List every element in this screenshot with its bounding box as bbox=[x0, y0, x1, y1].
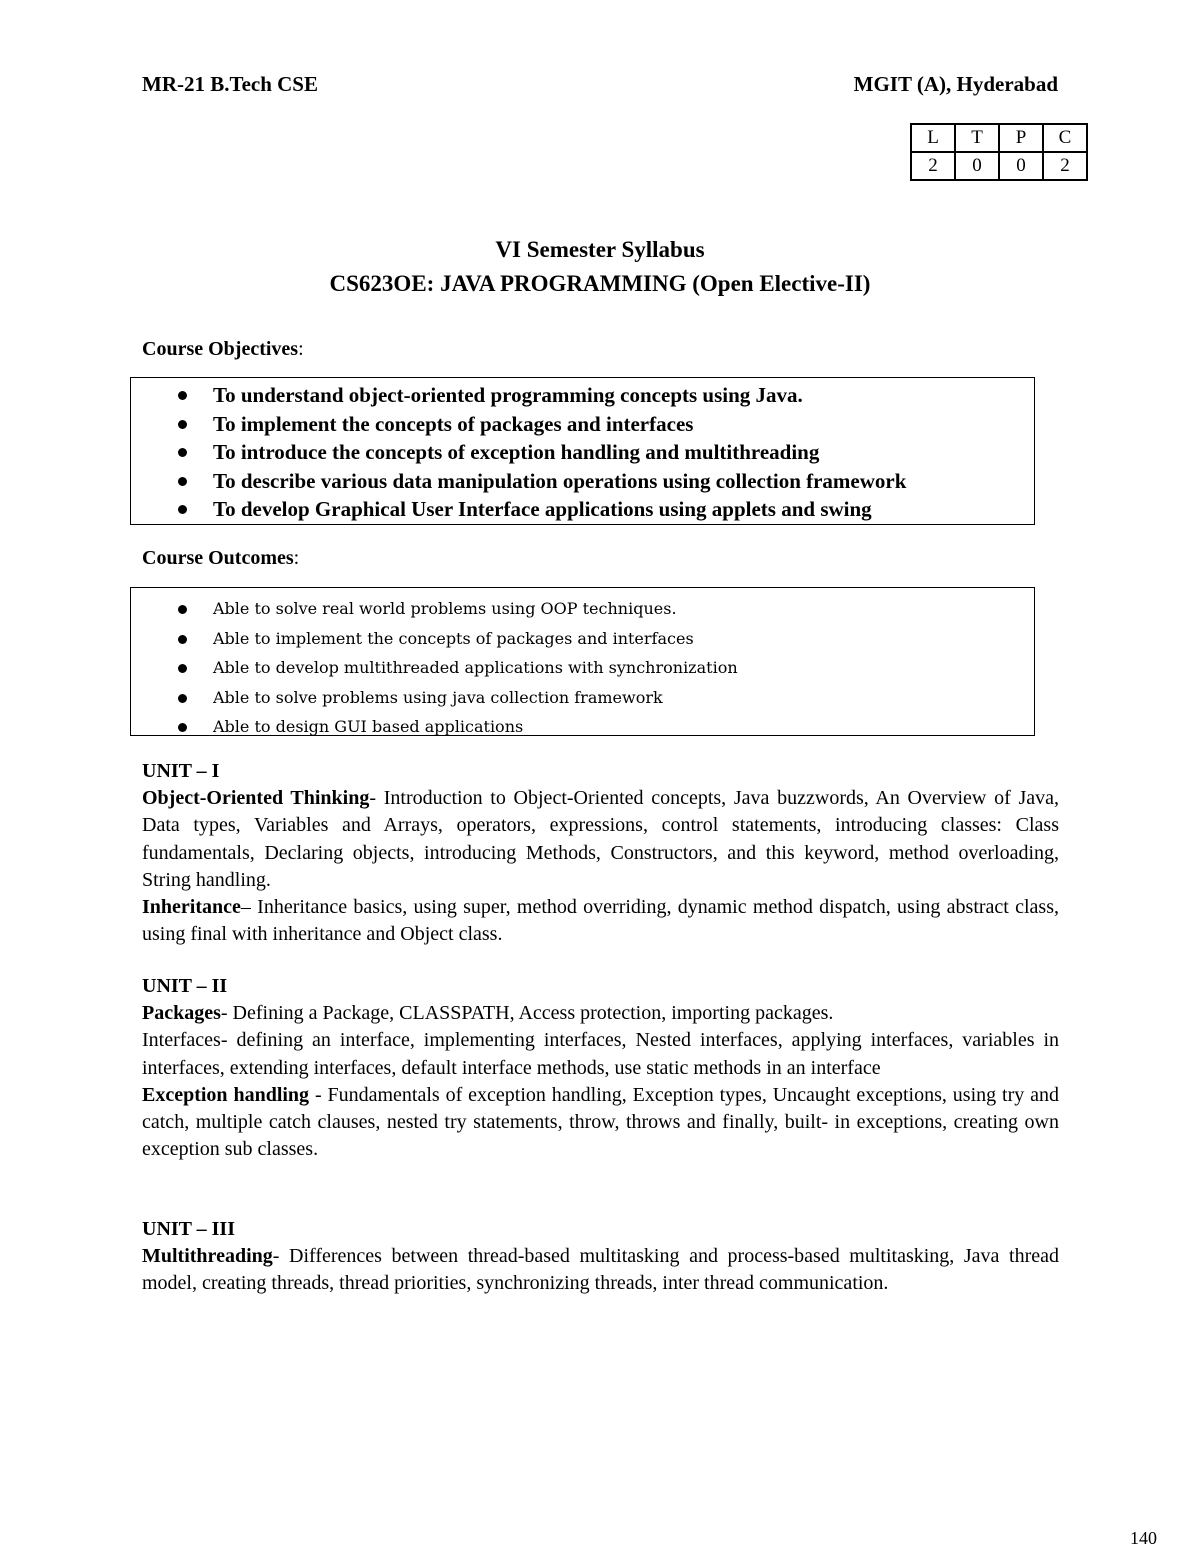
unit-1-oop-term: Object-Oriented Thinking bbox=[142, 787, 370, 810]
unit-3-multithreading-paragraph bbox=[142, 1243, 1059, 1297]
bullet-icon bbox=[178, 694, 187, 703]
outcome-text: Able to develop multithreaded applications with synchronization bbox=[213, 658, 738, 677]
objectives-list bbox=[131, 381, 1034, 524]
unit-2-packages-text: - Defining a Package, CLASSPATH, Access protection, importing packages. bbox=[220, 1002, 834, 1025]
unit-1-inheritance-term: Inheritance bbox=[142, 896, 241, 919]
outcome-item bbox=[131, 653, 1034, 683]
objective-text: To implement the concepts of packages and interfaces bbox=[213, 411, 694, 436]
outcome-item bbox=[131, 594, 1034, 624]
bullet-icon bbox=[178, 635, 187, 644]
objectives-label: Course Objectives bbox=[142, 338, 299, 360]
ltpc-value-cell: 2 bbox=[911, 152, 955, 180]
ltpc-value-cell: 2 bbox=[1043, 152, 1087, 180]
objective-item bbox=[131, 467, 1034, 496]
outcome-text: Able to implement the concepts of packages and interfaces bbox=[213, 628, 694, 648]
outcome-item bbox=[131, 683, 1034, 713]
bullet-icon bbox=[178, 723, 187, 732]
objectives-box bbox=[130, 377, 1035, 525]
objective-item bbox=[131, 410, 1034, 439]
bullet-icon bbox=[178, 505, 187, 514]
header-program: MR-21 B.Tech CSE bbox=[142, 72, 318, 96]
objective-text: To understand object-oriented programming concepts using Java. bbox=[213, 383, 803, 407]
outcome-item bbox=[131, 624, 1034, 654]
objective-text: To develop Graphical User Interface applications using applets and swing bbox=[213, 497, 872, 521]
objective-text: To describe various data manipulation operations using collection framework bbox=[213, 468, 907, 493]
outcome-text: Able to solve real world problems using OOP techniques. bbox=[213, 599, 677, 618]
objective-item bbox=[131, 438, 1034, 467]
unit-3-multithreading-text: - Differences between thread-based multitasking and process-based multitasking, Java thread model, creating threads, thread priorities, synchronizing threads, inter thread communication. bbox=[142, 1245, 1059, 1295]
ltpc-header-cell: L bbox=[911, 124, 955, 152]
ltpc-value-cell: 0 bbox=[999, 152, 1043, 180]
unit-2-exception-paragraph bbox=[142, 1082, 1059, 1164]
unit-2-exception-text: - Fundamentals of exception handling, Exception types, Uncaught exceptions, using try and catch, multiple catch clauses, nested try statements, throw, throws and finally, built- in exceptions, creating own exception sub classes. bbox=[142, 1083, 1059, 1161]
unit-1-oop-text: - Introduction to Object-Oriented concepts, Java buzzwords, An Overview of Java, Data types, Variables and Arrays, operators, expressions, control statements, introducing classes: Class fundamentals, Declaring objects, introducing Methods, Constructors, and this keyword, method overloading, String handling. bbox=[142, 787, 1059, 891]
bullet-icon bbox=[178, 605, 187, 614]
unit-3-multithreading-term: Multithreading bbox=[142, 1245, 273, 1268]
ltpc-credit-table bbox=[910, 123, 1088, 181]
bullet-icon bbox=[178, 664, 187, 673]
objective-item bbox=[131, 381, 1034, 410]
ltpc-header-cell: T bbox=[955, 124, 999, 152]
bullet-icon bbox=[178, 420, 187, 429]
ltpc-value-row bbox=[911, 152, 1087, 180]
bullet-icon bbox=[178, 477, 187, 486]
objective-text: To introduce the concepts of exception handling and multithreading bbox=[213, 440, 820, 464]
unit-1-section bbox=[142, 758, 1059, 948]
outcome-item bbox=[131, 712, 1034, 742]
outcomes-label: Course Outcomes bbox=[142, 547, 294, 569]
bullet-icon bbox=[178, 448, 187, 457]
unit-1-inheritance-text: – Inheritance basics, using super, method overriding, dynamic method dispatch, using abstract class, using final with inheritance and Object class. bbox=[142, 896, 1059, 946]
outcome-text: Able to design GUI based applications bbox=[213, 717, 524, 736]
unit-2-packages-term: Packages bbox=[142, 1002, 221, 1025]
ltpc-header-row bbox=[911, 124, 1087, 152]
outcomes-list bbox=[131, 594, 1034, 742]
bullet-icon bbox=[178, 391, 187, 400]
outcomes-heading bbox=[142, 547, 299, 570]
unit-2-heading: UNIT – II bbox=[142, 975, 228, 997]
unit-3-heading: UNIT – III bbox=[142, 1218, 235, 1240]
unit-3-section bbox=[142, 1216, 1059, 1298]
unit-1-inheritance-paragraph bbox=[142, 894, 1059, 948]
unit-2-packages-paragraph bbox=[142, 1000, 1059, 1027]
ltpc-header-cell: P bbox=[999, 124, 1043, 152]
page-number: 140 bbox=[1130, 1528, 1157, 1548]
ltpc-header-cell: C bbox=[1043, 124, 1087, 152]
course-title: CS623OE: JAVA PROGRAMMING (Open Elective-II) bbox=[329, 271, 871, 296]
semester-title: VI Semester Syllabus bbox=[495, 237, 705, 262]
outcomes-colon: : bbox=[293, 547, 300, 569]
objectives-colon: : bbox=[298, 338, 304, 360]
outcomes-box bbox=[130, 587, 1035, 736]
unit-1-heading: UNIT – I bbox=[142, 760, 220, 782]
objective-item bbox=[131, 495, 1034, 524]
unit-2-section bbox=[142, 973, 1059, 1163]
objectives-heading bbox=[142, 338, 304, 361]
unit-1-oop-paragraph bbox=[142, 785, 1059, 894]
unit-2-interfaces-paragraph: Interfaces- defining an interface, implementing interfaces, Nested interfaces, applying interfaces, variables in interfaces, extending interfaces, default interface methods, use static methods in an interface bbox=[142, 1029, 1059, 1079]
header-institution: MGIT (A), Hyderabad bbox=[853, 72, 1058, 96]
unit-2-exception-term: Exception handling bbox=[142, 1083, 310, 1106]
outcome-text: Able to solve problems using java collection framework bbox=[213, 687, 663, 707]
ltpc-value-cell: 0 bbox=[955, 152, 999, 180]
